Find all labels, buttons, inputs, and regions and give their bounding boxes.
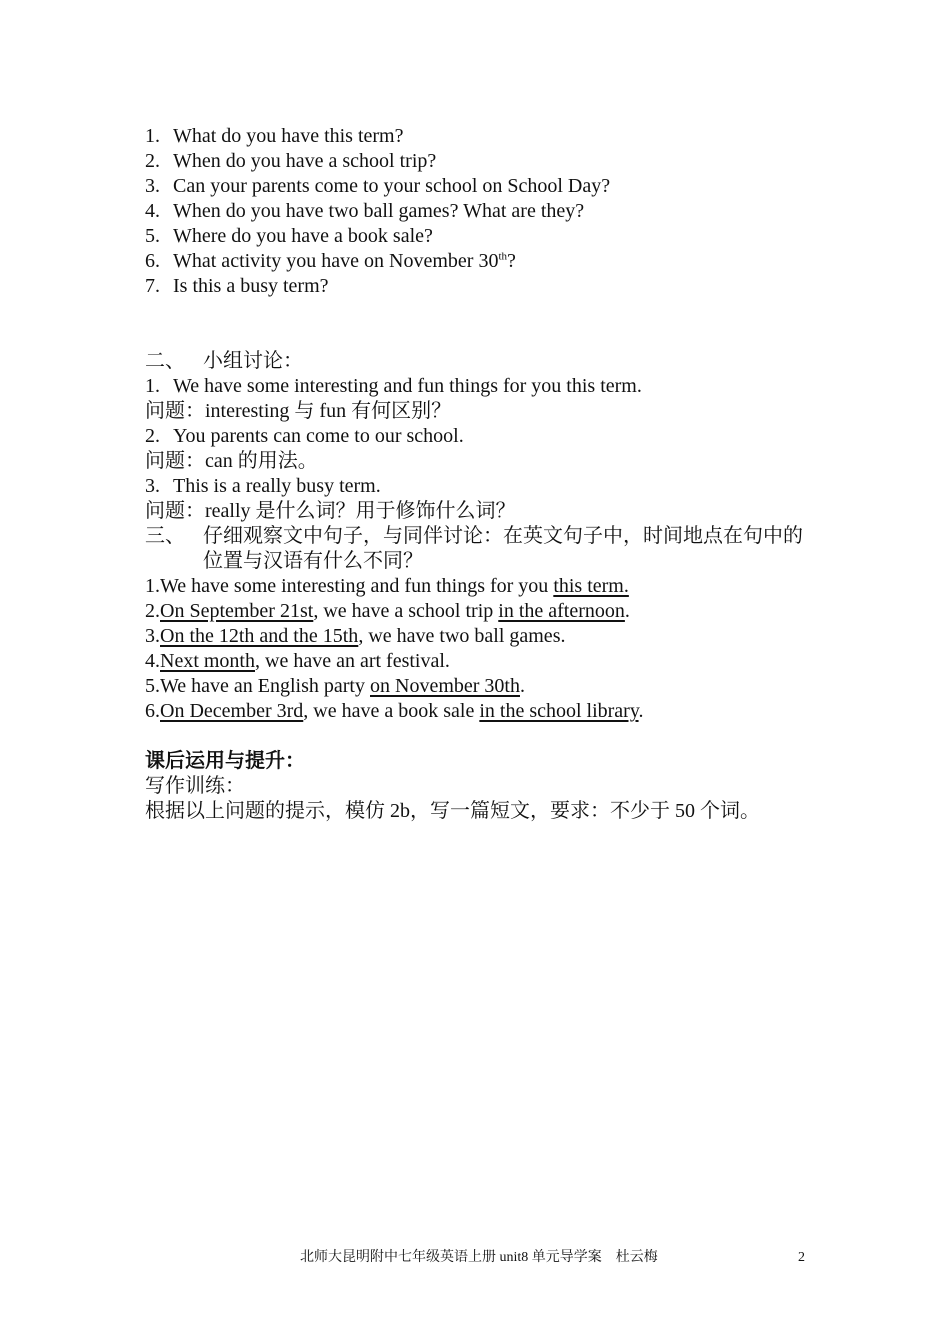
after-class-heading: 课后运用与提升： bbox=[145, 750, 305, 772]
question-1: 1. What do you have this term? bbox=[145, 125, 404, 147]
question-3: 3. Can your parents come to your school on School Day? bbox=[145, 175, 611, 197]
document-body bbox=[145, 124, 815, 824]
section-2-heading: 二、 小组讨论： bbox=[145, 350, 303, 372]
example-sentence-1: 1.We have some interesting and fun things for you this term. bbox=[145, 575, 629, 597]
discussion-question-1: 问题：interesting 与 fun 有何区别？ bbox=[145, 400, 452, 422]
page-number: 2 bbox=[798, 1250, 805, 1265]
discussion-sentence-3: 3. This is a really busy term. bbox=[145, 475, 381, 497]
example-sentence-3: 3.On the 12th and the 15th, we have two ball games. bbox=[145, 625, 566, 647]
discussion-question-3: 问题：really 是什么词？用于修饰什么词？ bbox=[145, 500, 516, 522]
question-7: 7. Is this a busy term? bbox=[145, 275, 329, 297]
question-4: 4. When do you have two ball games? What are they? bbox=[145, 200, 585, 222]
example-sentence-6: 6.On December 3rd, we have a book sale in the school library. bbox=[145, 700, 644, 722]
footer-text: 北师大昆明附中七年级英语上册 unit8 单元导学案 杜云梅 bbox=[300, 1250, 658, 1265]
section-3-heading: 三、 仔细观察文中句子，与同伴讨论：在英文句子中，时间地点在句中的位置与汉语有什么不同？ bbox=[145, 525, 803, 572]
example-sentence-4: 4.Next month, we have an art festival. bbox=[145, 650, 450, 672]
question-2: 2. When do you have a school trip? bbox=[145, 150, 437, 172]
writing-practice-label: 写作训练： bbox=[145, 775, 245, 797]
example-sentence-5: 5.We have an English party on November 30th. bbox=[145, 675, 525, 697]
discussion-question-2: 问题：can 的用法。 bbox=[145, 450, 318, 472]
question-5: 5. Where do you have a book sale? bbox=[145, 225, 433, 247]
discussion-sentence-2: 2. You parents can come to our school. bbox=[145, 425, 464, 447]
discussion-sentence-1: 1. We have some interesting and fun things for you this term. bbox=[145, 375, 642, 397]
writing-task: 根据以上问题的提示，模仿 2b，写一篇短文，要求：不少于 50 个词。 bbox=[145, 800, 760, 822]
question-6: 6. What activity you have on November 30th? bbox=[145, 250, 516, 272]
spacer bbox=[145, 724, 815, 749]
example-sentence-2: 2.On September 21st, we have a school trip in the afternoon. bbox=[145, 600, 630, 622]
spacer bbox=[145, 299, 815, 349]
